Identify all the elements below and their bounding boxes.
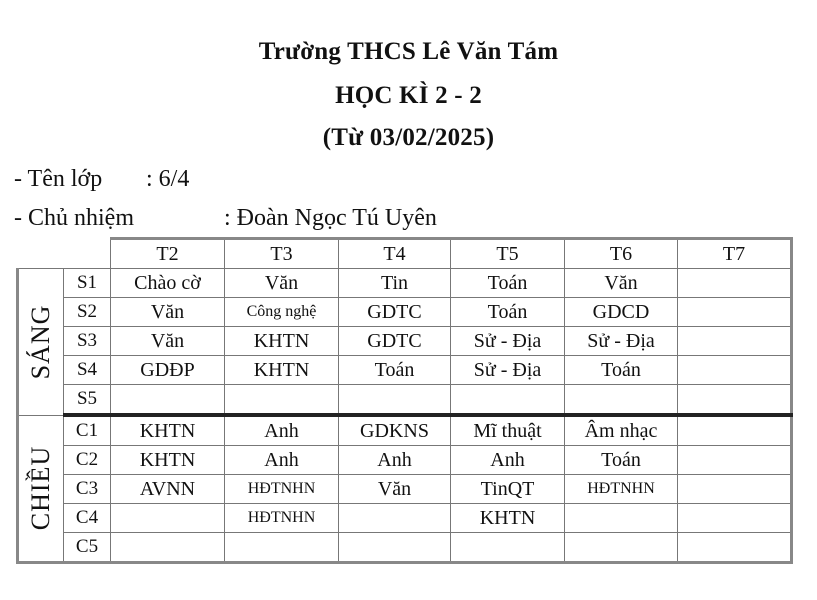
subject-cell [678, 415, 792, 446]
subject-cell: GDTC [339, 327, 451, 356]
subject-cell: KHTN [225, 327, 339, 356]
period-label: S5 [64, 385, 111, 416]
subject-cell [225, 533, 339, 563]
subject-cell: Sử - Địa [565, 327, 678, 356]
subject-cell [678, 269, 792, 298]
subject-cell: GDTC [339, 298, 451, 327]
subject-cell: Sử - Địa [451, 356, 565, 385]
table-row [18, 298, 792, 327]
session-label-afternoon: CHIỀU [18, 415, 64, 563]
subject-cell [111, 504, 225, 533]
subject-cell: Mĩ thuật [451, 415, 565, 446]
period-label: C2 [64, 446, 111, 475]
period-label: S3 [64, 327, 111, 356]
table-row [18, 385, 792, 416]
period-label: C1 [64, 415, 111, 446]
timetable [16, 237, 793, 564]
semester-title: HỌC KÌ 2 - 2 [335, 82, 482, 109]
subject-cell [451, 385, 565, 416]
subject-cell: HĐTNHN [565, 475, 678, 504]
class-label: - Tên lớp [14, 166, 103, 192]
subject-cell [678, 504, 792, 533]
subject-cell [678, 327, 792, 356]
subject-cell [678, 446, 792, 475]
subject-cell [678, 533, 792, 563]
subject-cell: Văn [565, 269, 678, 298]
subject-cell: Văn [225, 269, 339, 298]
day-header: T3 [225, 239, 339, 269]
subject-cell: Âm nhạc [565, 415, 678, 446]
subject-cell: KHTN [451, 504, 565, 533]
table-row [18, 327, 792, 356]
subject-cell: Công nghệ [225, 298, 339, 327]
subject-cell [678, 356, 792, 385]
day-header: T4 [339, 239, 451, 269]
header-corner [18, 239, 111, 269]
subject-cell: HĐTNHN [225, 475, 339, 504]
day-header: T5 [451, 239, 565, 269]
subject-cell: Anh [451, 446, 565, 475]
subject-cell: KHTN [111, 446, 225, 475]
table-row [18, 533, 792, 563]
subject-cell: KHTN [225, 356, 339, 385]
subject-cell [565, 504, 678, 533]
period-label: C5 [64, 533, 111, 563]
subject-cell: Anh [225, 415, 339, 446]
subject-cell [339, 504, 451, 533]
subject-cell [111, 533, 225, 563]
table-row [18, 356, 792, 385]
subject-cell: HĐTNHN [225, 504, 339, 533]
table-row [18, 504, 792, 533]
subject-cell [565, 385, 678, 416]
subject-cell: GDKNS [339, 415, 451, 446]
day-header: T7 [678, 239, 792, 269]
period-label: S4 [64, 356, 111, 385]
subject-cell: Chào cờ [111, 269, 225, 298]
teacher-info [14, 205, 437, 232]
subject-cell: Anh [225, 446, 339, 475]
table-row [18, 475, 792, 504]
day-header: T2 [111, 239, 225, 269]
subject-cell: Văn [339, 475, 451, 504]
table-row [18, 269, 792, 298]
period-label: C3 [64, 475, 111, 504]
subject-cell: Toán [565, 446, 678, 475]
subject-cell: KHTN [111, 415, 225, 446]
subject-cell: Văn [111, 298, 225, 327]
class-info [14, 166, 189, 193]
subject-cell: Toán [565, 356, 678, 385]
teacher-value: : Đoàn Ngọc Tú Uyên [224, 205, 437, 231]
subject-cell [565, 533, 678, 563]
subject-cell [339, 533, 451, 563]
subject-cell [225, 385, 339, 416]
class-value: : 6/4 [146, 166, 190, 192]
subject-cell: GDĐP [111, 356, 225, 385]
period-label: C4 [64, 504, 111, 533]
period-label: S2 [64, 298, 111, 327]
subject-cell: TinQT [451, 475, 565, 504]
subject-cell [678, 385, 792, 416]
subject-cell [678, 475, 792, 504]
subject-cell: Toán [451, 269, 565, 298]
date-range: (Từ 03/02/2025) [322, 124, 495, 151]
subject-cell: Toán [339, 356, 451, 385]
subject-cell [451, 533, 565, 563]
session-label-morning: SÁNG [18, 269, 64, 416]
subject-cell: AVNN [111, 475, 225, 504]
subject-cell: Văn [111, 327, 225, 356]
subject-cell: Tin [339, 269, 451, 298]
subject-cell: GDCD [565, 298, 678, 327]
period-label: S1 [64, 269, 111, 298]
subject-cell [339, 385, 451, 416]
subject-cell [111, 385, 225, 416]
teacher-label: - Chủ nhiệm [14, 205, 134, 231]
table-row [18, 446, 792, 475]
school-name: Trường THCS Lê Văn Tám [258, 38, 559, 65]
subject-cell: Sử - Địa [451, 327, 565, 356]
subject-cell [678, 298, 792, 327]
subject-cell: Toán [451, 298, 565, 327]
table-row [18, 415, 792, 446]
day-header-row [18, 239, 792, 269]
subject-cell: Anh [339, 446, 451, 475]
day-header: T6 [565, 239, 678, 269]
